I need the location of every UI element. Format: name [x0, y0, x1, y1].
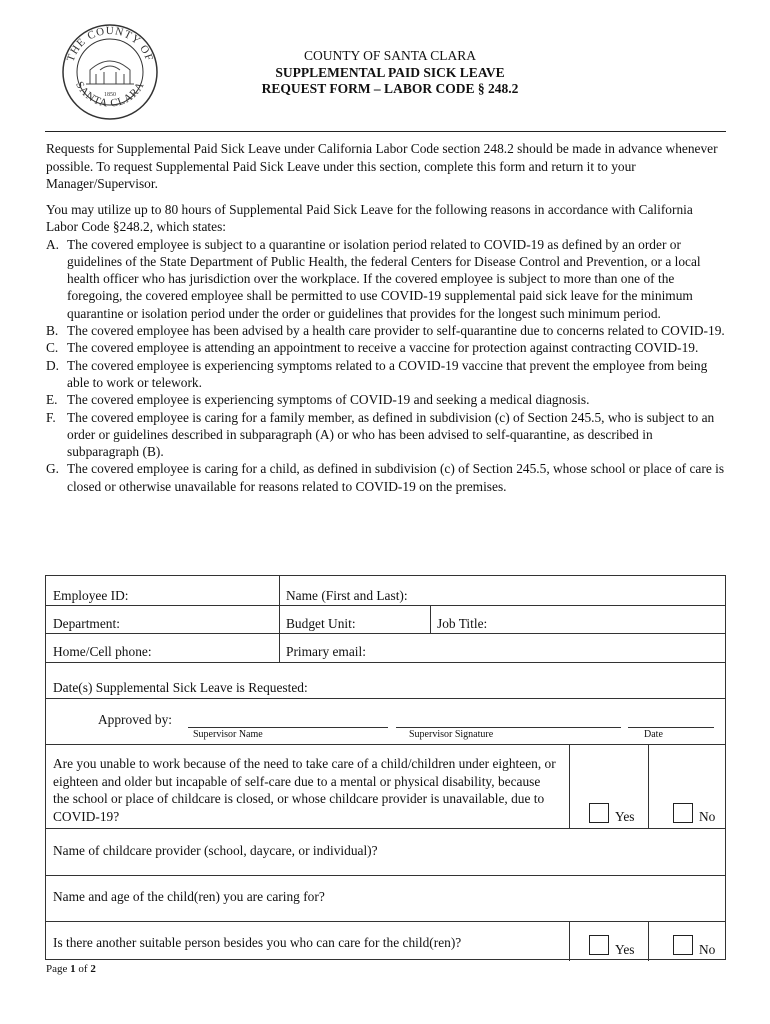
header-divider	[45, 131, 726, 132]
row-question-provider	[46, 828, 725, 876]
approved-by-label: Approved by:	[98, 712, 173, 727]
approval-date-line[interactable]	[628, 727, 714, 728]
row-department	[46, 605, 725, 634]
page-footer: Page 1 of 2	[46, 963, 96, 975]
form-header	[180, 48, 600, 98]
svg-text:THE COUNTY OF: THE COUNTY OF	[64, 24, 156, 64]
employee-id-field[interactable]: Employee ID:	[53, 588, 129, 603]
reason-item: C. The covered employee is attending an appointment to receive a vaccine for protection against contracting COVID-19.	[46, 340, 699, 356]
name-field[interactable]: Name (First and Last):	[286, 588, 408, 603]
row-employee	[46, 576, 725, 606]
svg-text:1850: 1850	[104, 92, 116, 98]
row-approval	[46, 698, 725, 745]
reasons-list	[46, 236, 726, 495]
department-field[interactable]: Department:	[53, 616, 120, 631]
q1-yes-label: Yes	[615, 809, 635, 824]
childcare-question: Are you unable to work because of the need to take care of a child/children under eighteen, or eighteen and older but incapable of self-care due to a mental or physical disability, because the school or place of childcare is closed, or whose childcare provider is unavailable, due to COVID-19?	[53, 756, 556, 824]
county-seal-logo	[60, 22, 160, 122]
q4-yes-checkbox[interactable]	[589, 935, 609, 955]
request-form-table	[45, 575, 726, 960]
supervisor-signature-caption: Supervisor Signature	[409, 729, 494, 740]
reason-item: D. The covered employee is experiencing symptoms related to a COVID-19 vaccine that prevent the employee from being able to work or telework.	[46, 357, 708, 390]
svg-text:SANTA CLARA: SANTA CLARA	[73, 79, 147, 110]
row-question-children	[46, 875, 725, 922]
reason-item: E. The covered employee is experiencing symptoms of COVID-19 and seeking a medical diagnosis.	[46, 392, 590, 408]
row-dates	[46, 662, 725, 699]
q4-yes-label: Yes	[615, 942, 635, 957]
phone-field[interactable]: Home/Cell phone:	[53, 644, 152, 659]
supervisor-signature-line[interactable]	[396, 727, 621, 728]
reason-item: G. The covered employee is caring for a child, as defined in subdivision (c) of Section 245.5, whose school or place of care is closed or otherwise unavailable for reasons related to COVID-19 on the premises.	[46, 461, 725, 494]
q1-yes-checkbox[interactable]	[589, 803, 609, 823]
children-name-age-field[interactable]: Name and age of the child(ren) you are caring for?	[53, 889, 325, 904]
reasons-section	[46, 201, 726, 495]
supervisor-name-line[interactable]	[188, 727, 388, 728]
form-subtitle: REQUEST FORM – LABOR CODE § 248.2	[261, 81, 519, 96]
form-title: SUPPLEMENTAL PAID SICK LEAVE	[275, 64, 505, 80]
row-contact	[46, 633, 725, 663]
email-field[interactable]: Primary email:	[286, 644, 366, 659]
q4-no-checkbox[interactable]	[673, 935, 693, 955]
row-question-childcare	[46, 744, 725, 829]
budget-unit-field[interactable]: Budget Unit:	[286, 616, 356, 631]
reason-item: A. The covered employee is subject to a quarantine or isolation period related to COVID-19 as defined by an order or guidelines of the State Department of Public Health, the federal Centers for Disease Control and Prevention, or a local health officer who has jurisdiction over the workplace. If the covered employee is subject to more than one of the foregoing, the covered employee shall be permitted to use COVID-19 supplemental paid sick leave for the minimum quarantine or isolation period under the order or guidelines that provides for the longest such minimum period.	[46, 236, 701, 321]
county-name: COUNTY OF SANTA CLARA	[303, 48, 477, 63]
q1-no-label: No	[699, 809, 716, 824]
q4-no-label: No	[699, 942, 716, 957]
job-title-field[interactable]: Job Title:	[437, 616, 488, 631]
reason-item: B. The covered employee has been advised by a health care provider to self-quarantine due to concerns related to COVID-19.	[46, 323, 725, 339]
intro-paragraph: Requests for Supplemental Paid Sick Leave under California Labor Code section 248.2 should be made in advance whenever possible. To request Supplemental Paid Sick Leave under this section, complete this form and return it to your Manager/Supervisor.	[46, 141, 718, 191]
q1-no-checkbox[interactable]	[673, 803, 693, 823]
reason-item: F. The covered employee is caring for a family member, as defined in subdivision (c) of Section 245.5, who is subject to an order or guidelines described in subparagraph (A) or who has been advised to self-quarantine, as described in subparagraph (B).	[46, 409, 715, 460]
supervisor-name-caption: Supervisor Name	[193, 729, 263, 740]
row-question-other-caregiver	[46, 921, 725, 961]
dates-requested-field[interactable]: Date(s) Supplemental Sick Leave is Requested:	[53, 680, 308, 695]
date-caption: Date	[644, 729, 663, 740]
reasons-lead: You may utilize up to 80 hours of Supplemental Paid Sick Leave for the following reasons in accordance with California Labor Code §248.2, which states:	[46, 202, 693, 235]
childcare-provider-field[interactable]: Name of childcare provider (school, daycare, or individual)?	[53, 843, 378, 858]
other-caregiver-question: Is there another suitable person besides you who can care for the child(ren)?	[53, 935, 462, 950]
